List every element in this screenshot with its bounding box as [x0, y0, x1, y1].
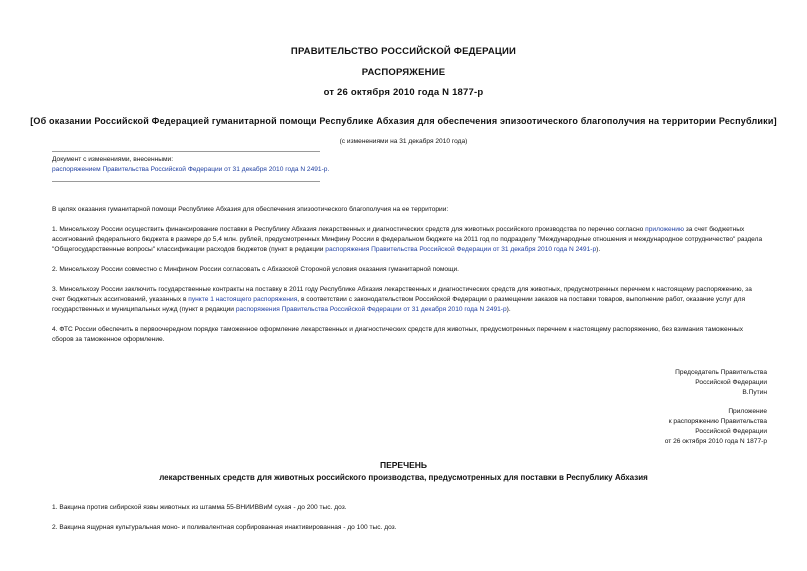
- amendment-note: (с изменениями на 31 декабря 2010 года): [339, 138, 468, 145]
- list-subtitle: лекарственных средств для животных российского производства, предусмотренных для поставки в Республику Абхазия: [159, 473, 648, 482]
- signature-line-2: Российской Федерации: [695, 379, 767, 386]
- amendment-link-1[interactable]: распоряжения Правительства Российской Федерации от 31 декабря 2010 года N 2491-р: [325, 246, 597, 253]
- signature-block: [567, 368, 767, 398]
- list-item-2: 2. Вакцина ящурная культуральная моно- и поливалентная сорбированная инактивированная - до 100 тыс. доз.: [52, 524, 397, 531]
- paragraph-3-text-a: 3. Минсельхозу России заключить государственные контракты на поставку в 2011 году Республике Абхазия лекарственных и диагностических средств для животных, предусмотренных перечнем к настоящему распоряжению, за счет бюджетных ассигнований, указанных в: [52, 286, 752, 303]
- paragraph-1-text-b: за счет бюджетных ассигнований федерального бюджета в размере до 5,4 млн. рублей, предусмотренных Минфину России в федеральном бюджете на 2011 год по подразделу "Международные отношения и международное сотрудничество" раздела "Общегосударственные вопросы" классификации расходов бюджетов (пункт в редакции: [52, 226, 763, 253]
- changes-box-link[interactable]: распоряжением Правительства Российской Федерации от 31 декабря 2010 года N 2491-р.: [52, 166, 330, 173]
- list-item-1: 1. Вакцина против сибирской язвы животных из штамма 55-ВНИИВВиМ сухая - до 200 тыс. доз.: [52, 504, 347, 511]
- appendix-block: [567, 407, 767, 447]
- point-1-link[interactable]: пункте 1 настоящего распоряжения: [188, 296, 298, 303]
- paragraph-3: [52, 285, 764, 315]
- paragraph-1-text-a: 1. Минсельхозу России осуществить финансирование поставки в Республику Абхазия лекарственных и диагностических средств для животных российского производства по перечню согласно: [52, 226, 646, 233]
- paragraph-2: 2. Минсельхозу России совместно с Минфином России согласовать с Абхазской Стороной условия оказания гуманитарной помощи.: [52, 266, 460, 273]
- list-title: ПЕРЕЧЕНЬ: [379, 460, 427, 470]
- signature-line-3: В.Путин: [742, 389, 767, 396]
- doc-date-heading: от 26 октября 2010 года N 1877-р: [323, 87, 484, 98]
- doc-type-heading: РАСПОРЯЖЕНИЕ: [361, 67, 446, 78]
- government-heading: ПРАВИТЕЛЬСТВО РОССИЙСКОЙ ФЕДЕРАЦИИ: [290, 46, 517, 57]
- document-title: [Об оказании Российской Федерацией гуманитарной помощи Республике Абхазия для обеспечения эпизоотического благополучия на территории Республики]: [30, 116, 777, 126]
- paragraph-4: 4. ФТС России обеспечить в первоочередном порядке таможенное оформление лекарственных и диагностических средств для животных, предусмотренных перечнем к настоящему распоряжению, без взимания таможенных сборов за таможенное оформление.: [52, 326, 744, 343]
- amendment-link-2[interactable]: распоряжения Правительства Российской Федерации от 31 декабря 2010 года N 2491-р: [235, 306, 507, 313]
- paragraph-1-text-c: ).: [596, 246, 601, 253]
- changes-box-label: Документ с изменениями, внесенными:: [52, 156, 174, 163]
- appendix-line-4: от 26 октября 2010 года N 1877-р: [664, 438, 767, 445]
- paragraph-3-text-b: , в соответствии с законодательством Российской Федерации о размещении заказов на поставки товаров, выполнение работ, оказание услуг для государственных и муниципальных нужд (пункт в редакции: [52, 296, 746, 313]
- appendix-line-3: Российской Федерации: [695, 428, 767, 435]
- appendix-line-2: к распоряжению Правительства: [668, 418, 767, 425]
- intro-paragraph: В целях оказания гуманитарной помощи Республике Абхазия для обеспечения эпизоотического благополучия на ее территории:: [52, 206, 449, 213]
- changes-box-bottom-rule: [52, 181, 320, 182]
- appendix-link[interactable]: приложению: [645, 226, 684, 233]
- paragraph-1: [52, 225, 764, 255]
- appendix-line-1: Приложение: [728, 408, 767, 415]
- signature-line-1: Председатель Правительства: [675, 369, 767, 376]
- paragraph-3-text-c: ).: [506, 306, 511, 313]
- changes-box-top-rule: [52, 151, 320, 152]
